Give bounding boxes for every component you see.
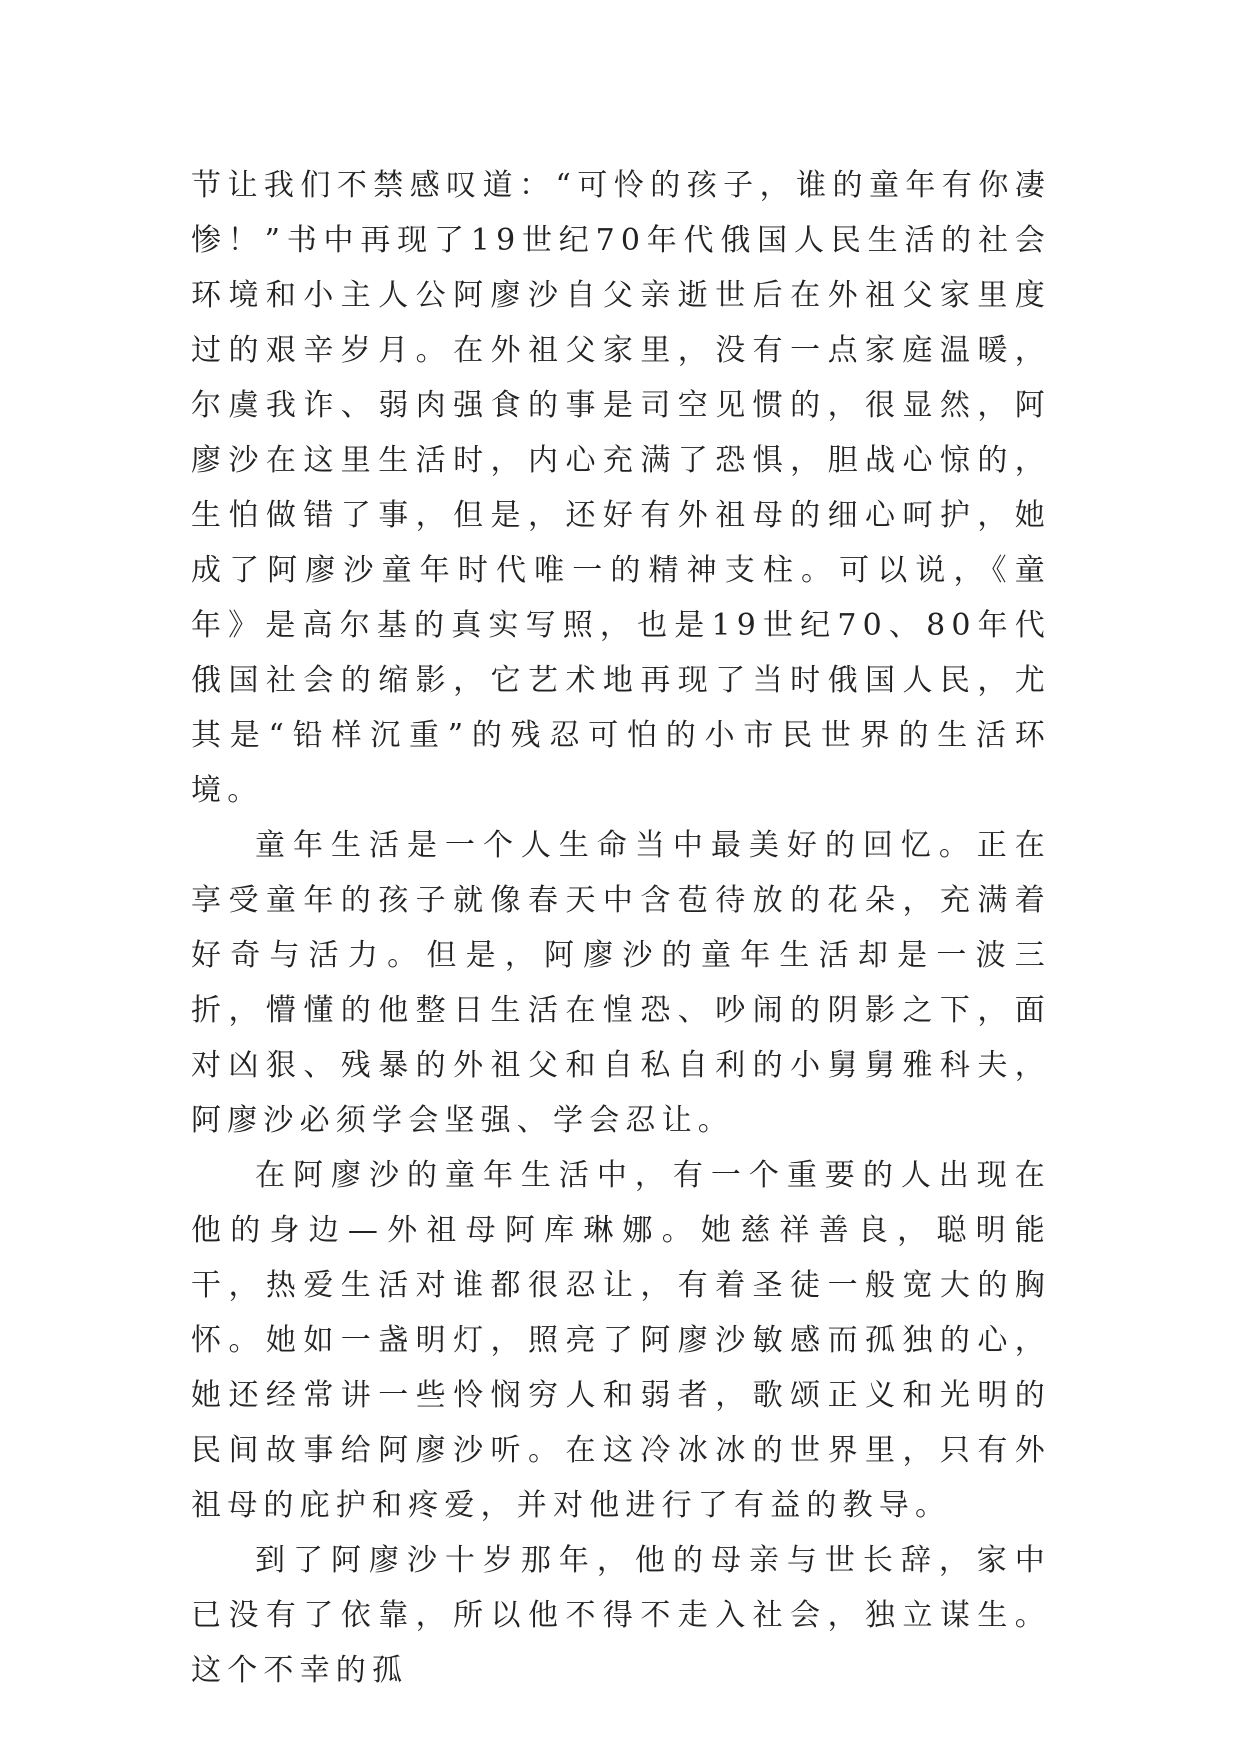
paragraph-1: 节让我们不禁感叹道：“可怜的孩子，谁的童年有你凄惨！”书中再现了19世纪70年代俄国人民生活的社会环境和小主人公阿廖沙自父亲逝世后在外祖父家里度过的艰辛岁月。在外祖父家里，没有一点家庭温暖，尔虞我诈、弱肉强食的事是司空见惯的，很显然，阿廖沙在这里生活时，内心充满了恐惧，胆战心惊的，生怕做错了事，但是，还好有外祖母的细心呵护，她成了阿廖沙童年时代唯一的精神支柱。可以说，《童年》是高尔基的真实写照，也是19世纪70、80年代俄国社会的缩影，它艺术地再现了当时俄国人民，尤其是“铅样沉重”的残忍可怕的小市民世界的生活环境。: [191, 168, 1051, 808]
paragraph-4: 到了阿廖沙十岁那年，他的母亲与世长辞，家中已没有了依靠，所以他不得不走入社会，独立谋生。这个不幸的孤: [191, 1543, 1051, 1688]
paragraph-3: 在阿廖沙的童年生活中，有一个重要的人出现在他的身边—外祖母阿库琳娜。她慈祥善良，聪明能干，热爱生活对谁都很忍让，有着圣徒一般宽大的胸怀。她如一盏明灯，照亮了阿廖沙敏感而孤独的心，她还经常讲一些怜悯穷人和弱者，歌颂正义和光明的民间故事给阿廖沙听。在这冷冰冰的世界里，只有外祖母的庇护和疼爱，并对他进行了有益的教导。: [191, 1158, 1051, 1523]
body-text: [191, 158, 1051, 1698]
paragraph-2: 童年生活是一个人生命当中最美好的回忆。正在享受童年的孩子就像春天中含苞待放的花朵，充满着好奇与活力。但是，阿廖沙的童年生活却是一波三折，懵懂的他整日生活在惶恐、吵闹的阴影之下，面对凶狠、残暴的外祖父和自私自利的小舅舅雅科夫，阿廖沙必须学会坚强、学会忍让。: [191, 828, 1051, 1138]
